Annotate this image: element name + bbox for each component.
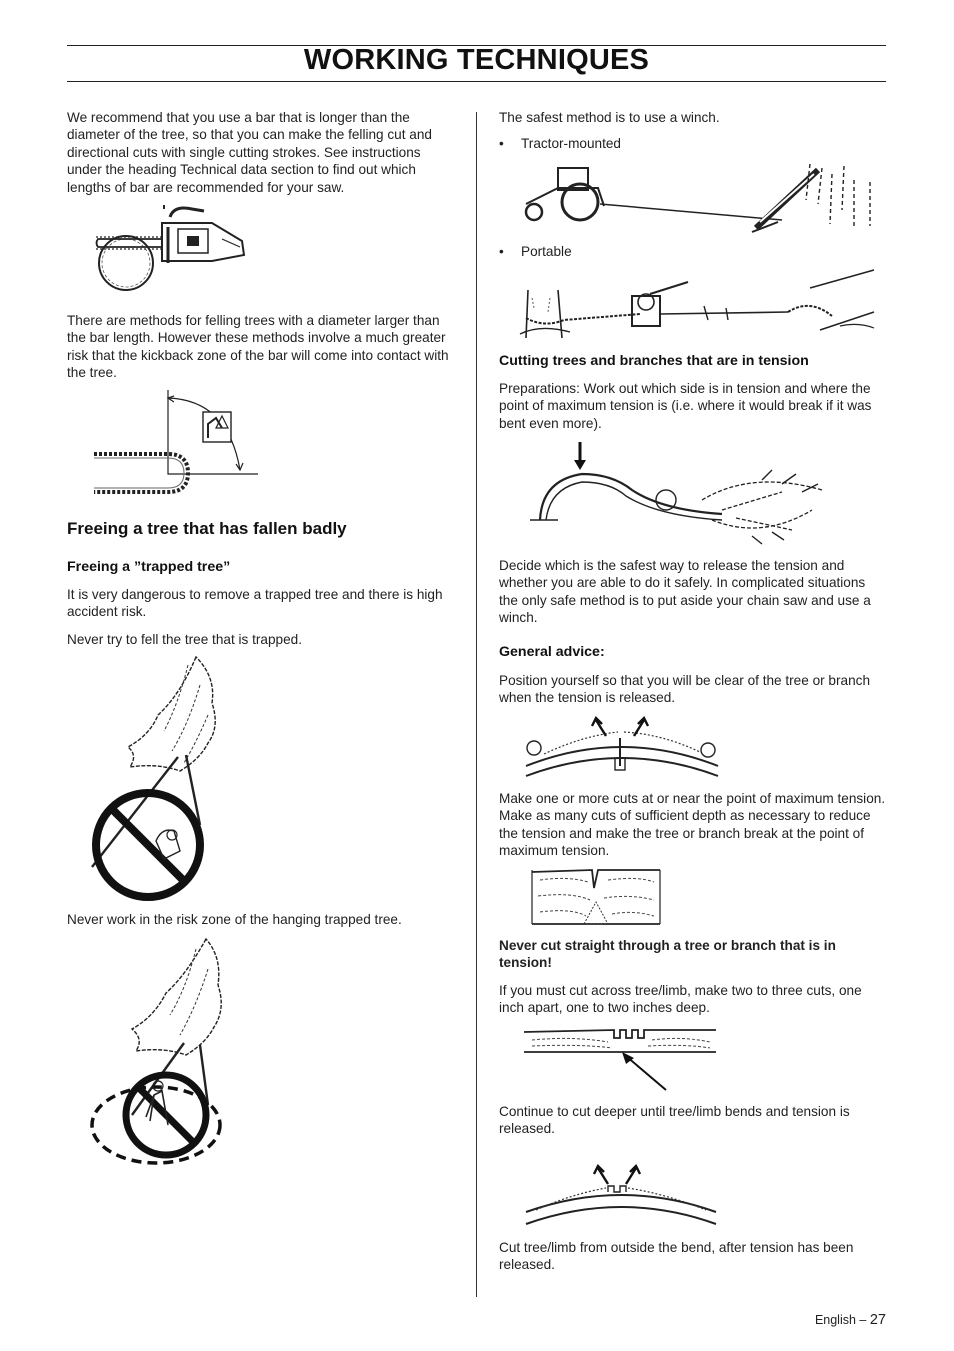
kickback-zone-illustration [90,388,265,498]
cut-at-tension-point-illustration [528,866,664,928]
never-fell-paragraph: Never try to fell the tree that is trapped. [67,632,302,647]
chainsaw-on-log-illustration [92,203,252,298]
cut-outside-bend-illustration [522,1158,722,1228]
winch-paragraph: The safest method is to use a winch. [499,110,720,125]
bullet-symbol: • [499,136,504,151]
felling-methods-paragraph: There are methods for felling trees with a diameter larger than the bar length. However these methods involve a much greater risk that the kickback zone of the bar will come into contact with the tree. [67,313,449,381]
position-paragraph: Position yourself so that you will be clear of the tree or branch when the tension is released. [499,673,871,706]
freeing-tree-heading: Freeing a tree that has fallen badly [67,519,347,538]
trapped-tree-heading: Freeing a ”trapped tree” [67,559,231,575]
general-advice-heading: General advice: [499,644,605,660]
column-divider [476,112,477,1297]
bullet-symbol: • [499,244,504,259]
footer-dash: – [859,1313,867,1327]
preparations-paragraph: Preparations: Work out which side is in tension and where the point of maximum tension is (i.e. where it would break if it was bent even more). [499,381,872,431]
risk-zone-prohibited-illustration [88,935,238,1170]
decide-paragraph: Decide which is the safest way to release the tension and whether you are able to do it safely. In complicated situations the only safe method is to put aside your chain saw and use a winch. [499,558,871,626]
bar-length-paragraph: We recommend that you use a bar that is longer than the diameter of the tree, so that you can make the felling cut and directional cuts with single cutting strokes. See instructions under the heading Technical data section to find out which lengths of bar are recommended for your saw. [67,110,432,195]
never-work-paragraph: Never work in the risk zone of the hanging trapped tree. [67,912,402,927]
position-clear-illustration [522,714,722,782]
cut-outside-paragraph: Cut tree/limb from outside the bend, after tension has been released. [499,1240,854,1273]
page-title: WORKING TECHNIQUES [303,44,650,76]
cut-across-paragraph: If you must cut across tree/limb, make two to three cuts, one inch apart, one to two inches deep. [499,983,862,1016]
tension-heading: Cutting trees and branches that are in tension [499,353,809,369]
continue-paragraph: Continue to cut deeper until tree/limb bends and tension is released. [499,1104,850,1137]
header-bottom-rule [67,81,886,82]
make-cuts-paragraph: Make one or more cuts at or near the point of maximum tension. Make as many cuts of sufficient depth as necessary to reduce the tension and make the tree or branch break at the point of maximum tension. [499,791,886,859]
page-footer [815,1312,886,1328]
portable-winch-illustration [520,268,880,340]
page-number: 27 [869,1312,886,1328]
bullet-portable-text: Portable [521,244,572,259]
bullet-tractor-text: Tractor-mounted [521,136,621,151]
never-cut-paragraph: Never cut straight through a tree or branch that is in tension! [499,938,836,971]
footer-language: English [814,1313,856,1327]
tractor-winch-illustration [520,160,880,235]
dangerous-paragraph: It is very dangerous to remove a trapped tree and there is high accident risk. [67,587,443,620]
trapped-tree-prohibited-illustration [88,655,238,905]
tension-branch-illustration [522,440,842,550]
multiple-shallow-cuts-illustration [522,1024,722,1094]
